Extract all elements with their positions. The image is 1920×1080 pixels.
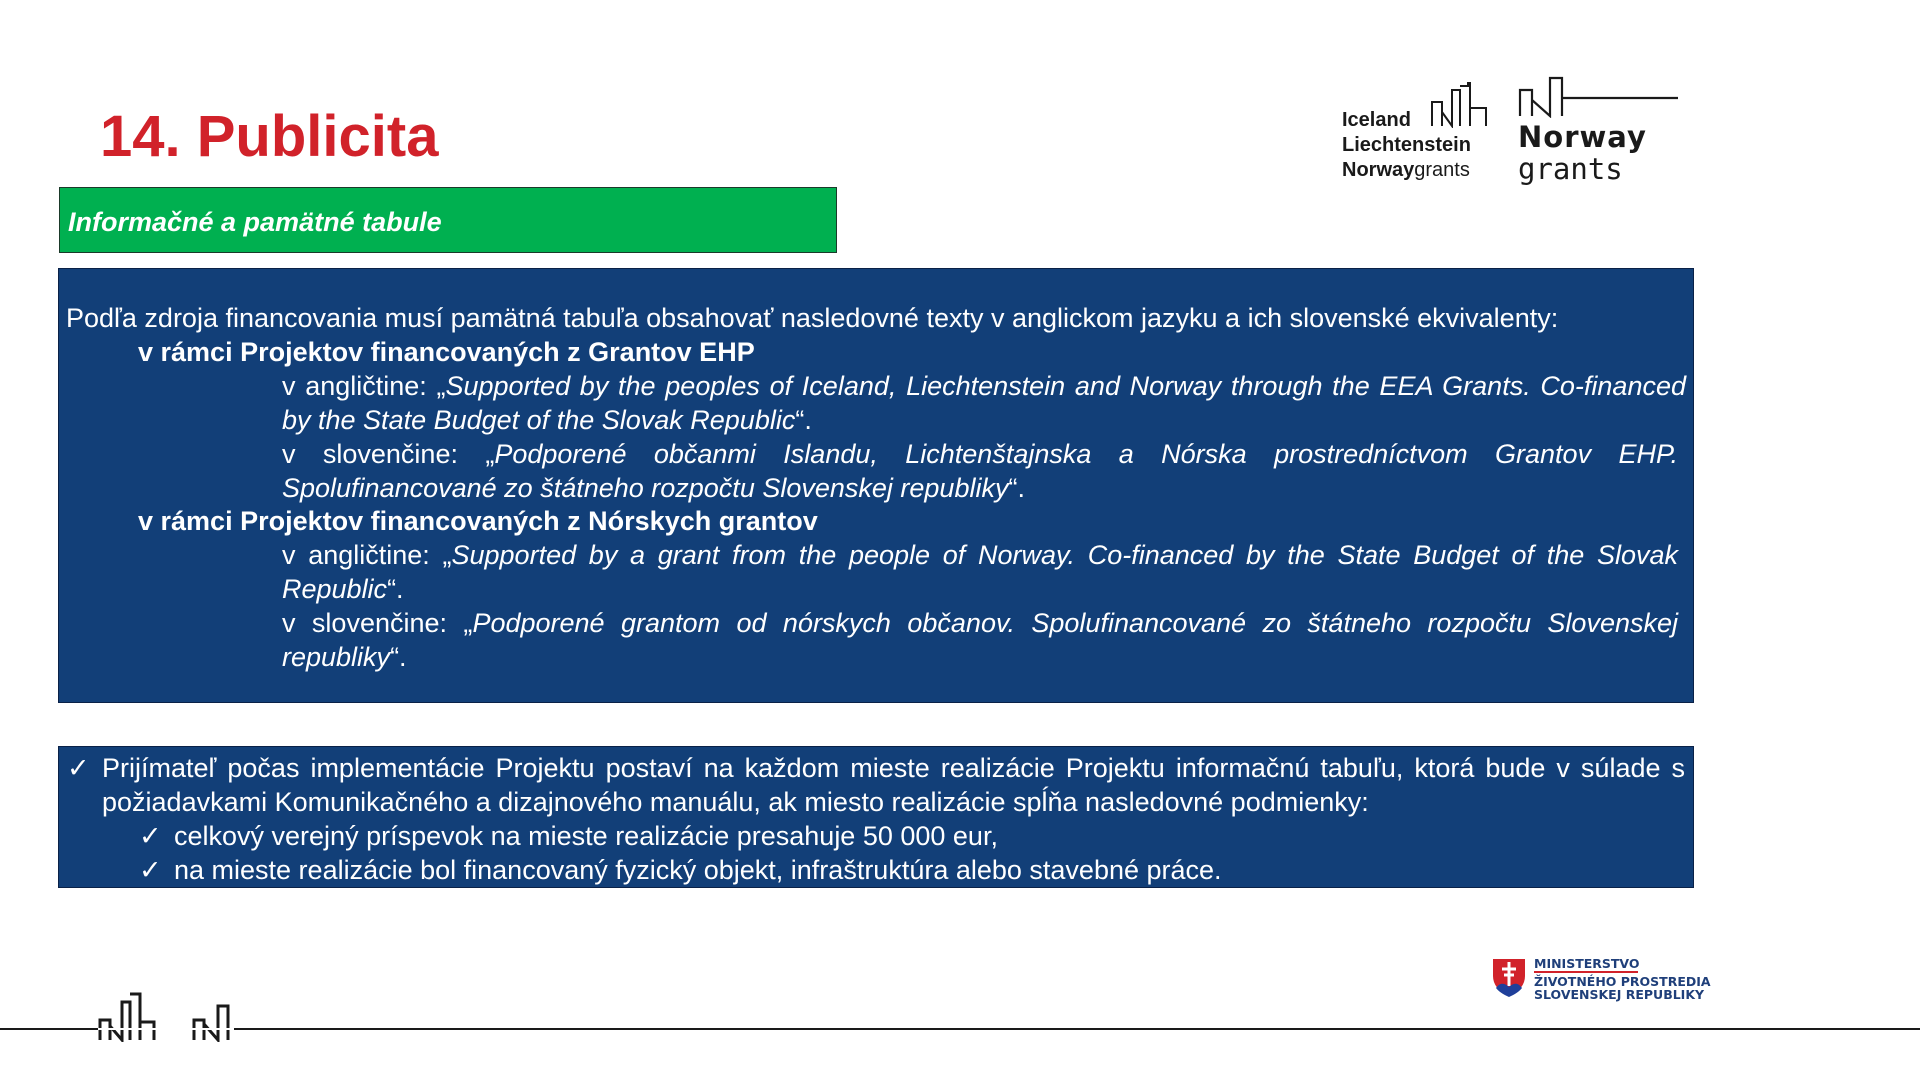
group1-slovak-text: Podporené občanmi Islandu, Lichtenštajnska a Nórska prostredníctvom Grantov EHP. Spolufinancované zo štátneho rozpočtu Slovenskej republiky	[282, 439, 1678, 503]
group1-slovak-prefix: v slovenčine: „	[282, 439, 495, 469]
group2-slovak-text: Podporené grantom od nórskych občanov. Spolufinancované zo štátneho rozpočtu Slovenskej republiky	[282, 608, 1678, 672]
eea-skyline-icon	[1430, 82, 1488, 128]
footer-skyline-icon	[98, 990, 234, 1042]
page-title: 14. Publicita	[100, 104, 439, 169]
group2-heading: v rámci Projektov financovaných z Nórskych grantov	[138, 506, 818, 536]
footer-divider	[0, 1028, 1920, 1030]
information-board-box	[58, 746, 1694, 888]
box2-main-text: Prijímateľ počas implementácie Projektu postaví na každom mieste realizácie Projektu informačnú tabuľu, ktorá bude v súlade s požiadavkami Komunikačného a dizajnového manuálu, ak miesto realizácie spĺňa nasledovné podmienky:	[102, 753, 1685, 817]
group2-slovak-prefix: v slovenčine: „	[282, 608, 473, 638]
logo-text-iceland: Iceland	[1342, 109, 1411, 131]
box2-item-2: na mieste realizácie bol financovaný fyzický objekt, infraštruktúra alebo stavebné práce.	[174, 855, 1222, 885]
group1-english-text: Supported by the peoples of Iceland, Liechtenstein and Norway through the EEA Grants. Co-financed by the State Budget of the Slovak Republic	[282, 371, 1686, 435]
logo-text-grants: grants	[1414, 159, 1470, 181]
eea-grants-logo	[1342, 82, 1500, 188]
box2-item-1: celkový verejný príspevok na mieste realizácie presahuje 50 000 eur,	[174, 821, 998, 851]
group1-slovak	[282, 437, 1678, 505]
norway-grants-logo	[1518, 76, 1680, 186]
norway-skyline-icon	[1518, 76, 1680, 118]
slovak-coat-of-arms-icon	[1490, 956, 1528, 998]
check-mark-icon: ✓	[67, 753, 90, 783]
group1-english-prefix: v angličtine: „	[282, 371, 446, 401]
ministry-line-2: ŽIVOTNÉHO PROSTREDIA	[1534, 974, 1711, 989]
plaque-texts-box	[58, 268, 1694, 703]
logo-text-liechtenstein: Liechtenstein	[1342, 134, 1471, 156]
group1-english	[282, 369, 1686, 437]
logo-text-norway: Norway	[1342, 159, 1415, 181]
group2-slovak-suffix: “.	[390, 642, 407, 672]
ministry-line-3: SLOVENSKEJ REPUBLIKY	[1534, 987, 1705, 1002]
ministry-logo	[1490, 956, 1730, 1006]
section-heading: Informačné a pamätné tabule	[68, 207, 442, 237]
ministry-underline	[1534, 971, 1638, 973]
box1-intro: Podľa zdroja financovania musí pamätná tabuľa obsahovať nasledovné texty v anglickom jazyku a ich slovenské ekvivalenty:	[66, 303, 1559, 333]
group2-english-text: Supported by a grant from the people of Norway. Co-financed by the State Budget of the Slovak Republic	[282, 540, 1678, 604]
group2-slovak	[282, 606, 1678, 674]
group1-english-suffix: “.	[795, 405, 812, 435]
section-heading-bar	[59, 187, 837, 253]
ministry-line-1: MINISTERSTVO	[1534, 956, 1640, 971]
group2-english	[282, 538, 1678, 606]
check-mark-icon: ✓	[139, 821, 162, 851]
group1-heading: v rámci Projektov financovaných z Grantov EHP	[138, 337, 755, 367]
group2-english-suffix: “.	[387, 574, 404, 604]
group1-slovak-suffix: “.	[1008, 473, 1025, 503]
check-mark-icon: ✓	[139, 855, 162, 885]
group2-english-prefix: v angličtine: „	[282, 540, 452, 570]
logo-text-norway-grants	[1342, 158, 1470, 182]
logo-text-norway-big: Norway	[1518, 120, 1647, 154]
logo-text-grants-small: grants	[1518, 152, 1623, 186]
